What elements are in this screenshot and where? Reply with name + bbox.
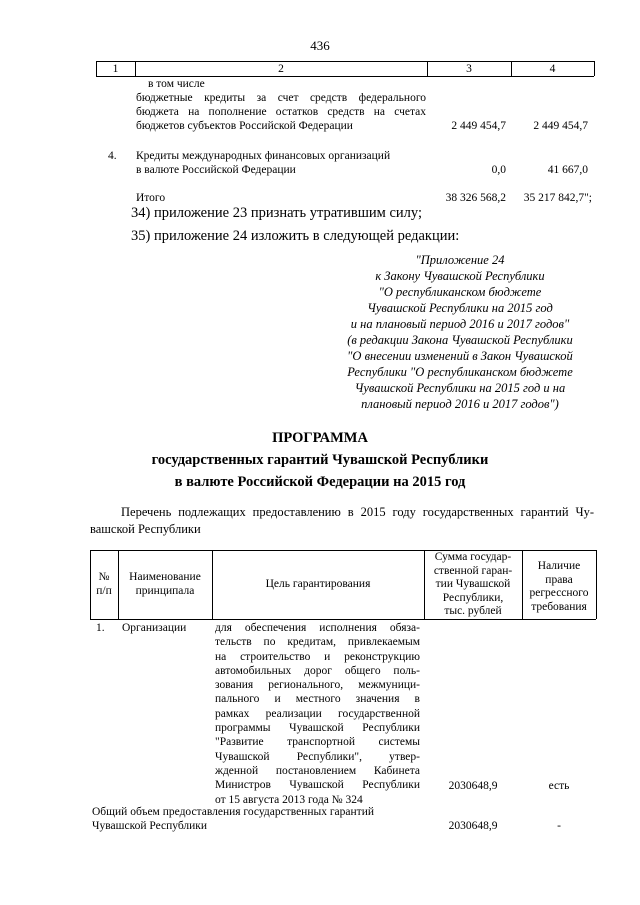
top-table-header-3: 3: [466, 63, 472, 75]
purpose-line: жденной постановлением Кабинета: [215, 764, 420, 777]
purpose-line: пального и местного значения в: [215, 693, 420, 706]
row3-description: [148, 77, 448, 91]
total-regress: -: [557, 820, 561, 832]
header-principal: [118, 570, 212, 598]
row4-description: [136, 149, 426, 177]
row4-col3-value: 0,0: [491, 164, 506, 176]
program-subtitle-1: государственных гарантий Чувашской Республики: [151, 452, 489, 468]
purpose-line: от 15 августа 2013 года № 324: [215, 793, 363, 806]
item-34: 34) приложение 23 признать утратившим силу;: [131, 205, 422, 221]
purpose-line: тельств по кредитам, привлекаемым: [215, 636, 420, 649]
header-regress: [522, 560, 596, 614]
row1-regress: есть: [548, 780, 570, 792]
header-number: [90, 570, 118, 598]
purpose-line: рамках реализации государственной: [215, 707, 420, 720]
header-line: права: [545, 573, 573, 586]
purpose-line: программы Чувашской Республики: [215, 722, 420, 735]
top-table-header-2: 2: [278, 63, 284, 75]
program-subtitle-2: в валюте Российской Федерации на 2015 год: [174, 474, 466, 490]
purpose-line: для обеспечения исполнения обяза-: [215, 622, 420, 634]
header-line: Наименование: [129, 571, 201, 583]
total-col4-value: 35 217 842,7";: [523, 192, 592, 204]
header-line: тыс. рублей: [444, 605, 502, 617]
row3-col3-value: 2 449 454,7: [451, 120, 506, 132]
header-line: ственной гаран-: [433, 564, 513, 577]
notice-line: Чувашской Республики на 2015 год: [367, 301, 553, 315]
purpose-line: зования регионального, межмуници-: [215, 679, 420, 692]
row3-line: в том числе: [148, 78, 205, 90]
row3-line: бюджетов субъектов Российской Федерации: [136, 120, 353, 132]
header-line: принципала: [135, 585, 195, 597]
total-col3-value: 38 326 568,2: [445, 192, 506, 204]
row4-line: в валюте Российской Федерации: [136, 164, 296, 176]
row1-principal: Организации: [122, 622, 187, 634]
row4-line: Кредиты международных финансовых организаций: [136, 150, 391, 162]
header-line: №: [98, 571, 110, 583]
notice-line: "Приложение 24: [415, 253, 505, 267]
top-table-header-1: 1: [112, 63, 119, 75]
header-line: Сумма государ-: [434, 551, 512, 563]
row3-line: бюджета на пополнение остатков средств на счетах: [136, 106, 426, 118]
notice-line: "О республиканском бюджете: [378, 285, 542, 299]
program-intro: [90, 504, 594, 538]
total-amount: 2030648,9: [448, 820, 498, 832]
purpose-line: "Развитие транспортной системы: [215, 736, 420, 749]
intro-line: Перечень подлежащих предоставлению в 2015 году государственных гарантий Чу-: [121, 505, 594, 519]
row1-purpose: [215, 621, 420, 807]
notice-line: "О внесении изменений в Закон Чувашской: [347, 349, 573, 363]
appendix-notice: [318, 252, 602, 412]
purpose-line: Министров Чувашской Республики: [215, 779, 420, 792]
purpose-line: Чувашской Республики", утвер-: [215, 750, 420, 763]
row1-number: 1.: [96, 622, 105, 634]
row3-col4-value: 2 449 454,7: [533, 120, 588, 132]
notice-line: к Закону Чувашской Республики: [375, 269, 545, 283]
notice-line: Чувашской Республики на 2015 год и на: [354, 381, 566, 395]
header-line: Республики,: [442, 591, 504, 604]
row4-number: 4.: [108, 150, 117, 162]
row3-description-cont: [136, 91, 426, 133]
row1-amount: 2030648,9: [448, 780, 498, 792]
purpose-line: автомобильных дорог общего поль-: [215, 664, 420, 677]
program-title: ПРОГРАММА: [272, 430, 368, 446]
header-line: п/п: [96, 585, 112, 597]
header-amount: [424, 551, 522, 619]
intro-line: вашской Республики: [90, 522, 201, 536]
notice-line: плановый период 2016 и 2017 годов"): [361, 397, 559, 411]
notice-line: Республики "О республиканском бюджете: [347, 365, 573, 379]
item-35: 35) приложение 24 изложить в следующей редакции:: [131, 228, 460, 244]
header-line: тии Чувашской: [435, 578, 511, 590]
total-line: Чувашской Республики: [92, 820, 208, 832]
top-table-header-4: 4: [549, 63, 556, 75]
notice-line: (в редакции Закона Чувашской Республики: [347, 333, 573, 347]
row4-col4-value: 41 667,0: [547, 164, 588, 176]
header-line: Наличие: [537, 560, 581, 572]
header-line: регрессного: [529, 587, 589, 599]
header-line: требования: [531, 600, 587, 613]
total-description: [92, 805, 422, 833]
row3-line: бюджетные кредиты за счет средств федерального: [136, 92, 426, 104]
notice-line: и на плановый период 2016 и 2017 годов": [350, 317, 570, 331]
page-number: 436: [310, 38, 330, 53]
total-line: Общий объем предоставления государственных гарантий: [92, 806, 374, 818]
header-purpose: Цель гарантирования: [265, 578, 371, 590]
total-label: Итого: [136, 192, 166, 204]
purpose-line: на строительство и реконструкцию: [215, 650, 420, 663]
